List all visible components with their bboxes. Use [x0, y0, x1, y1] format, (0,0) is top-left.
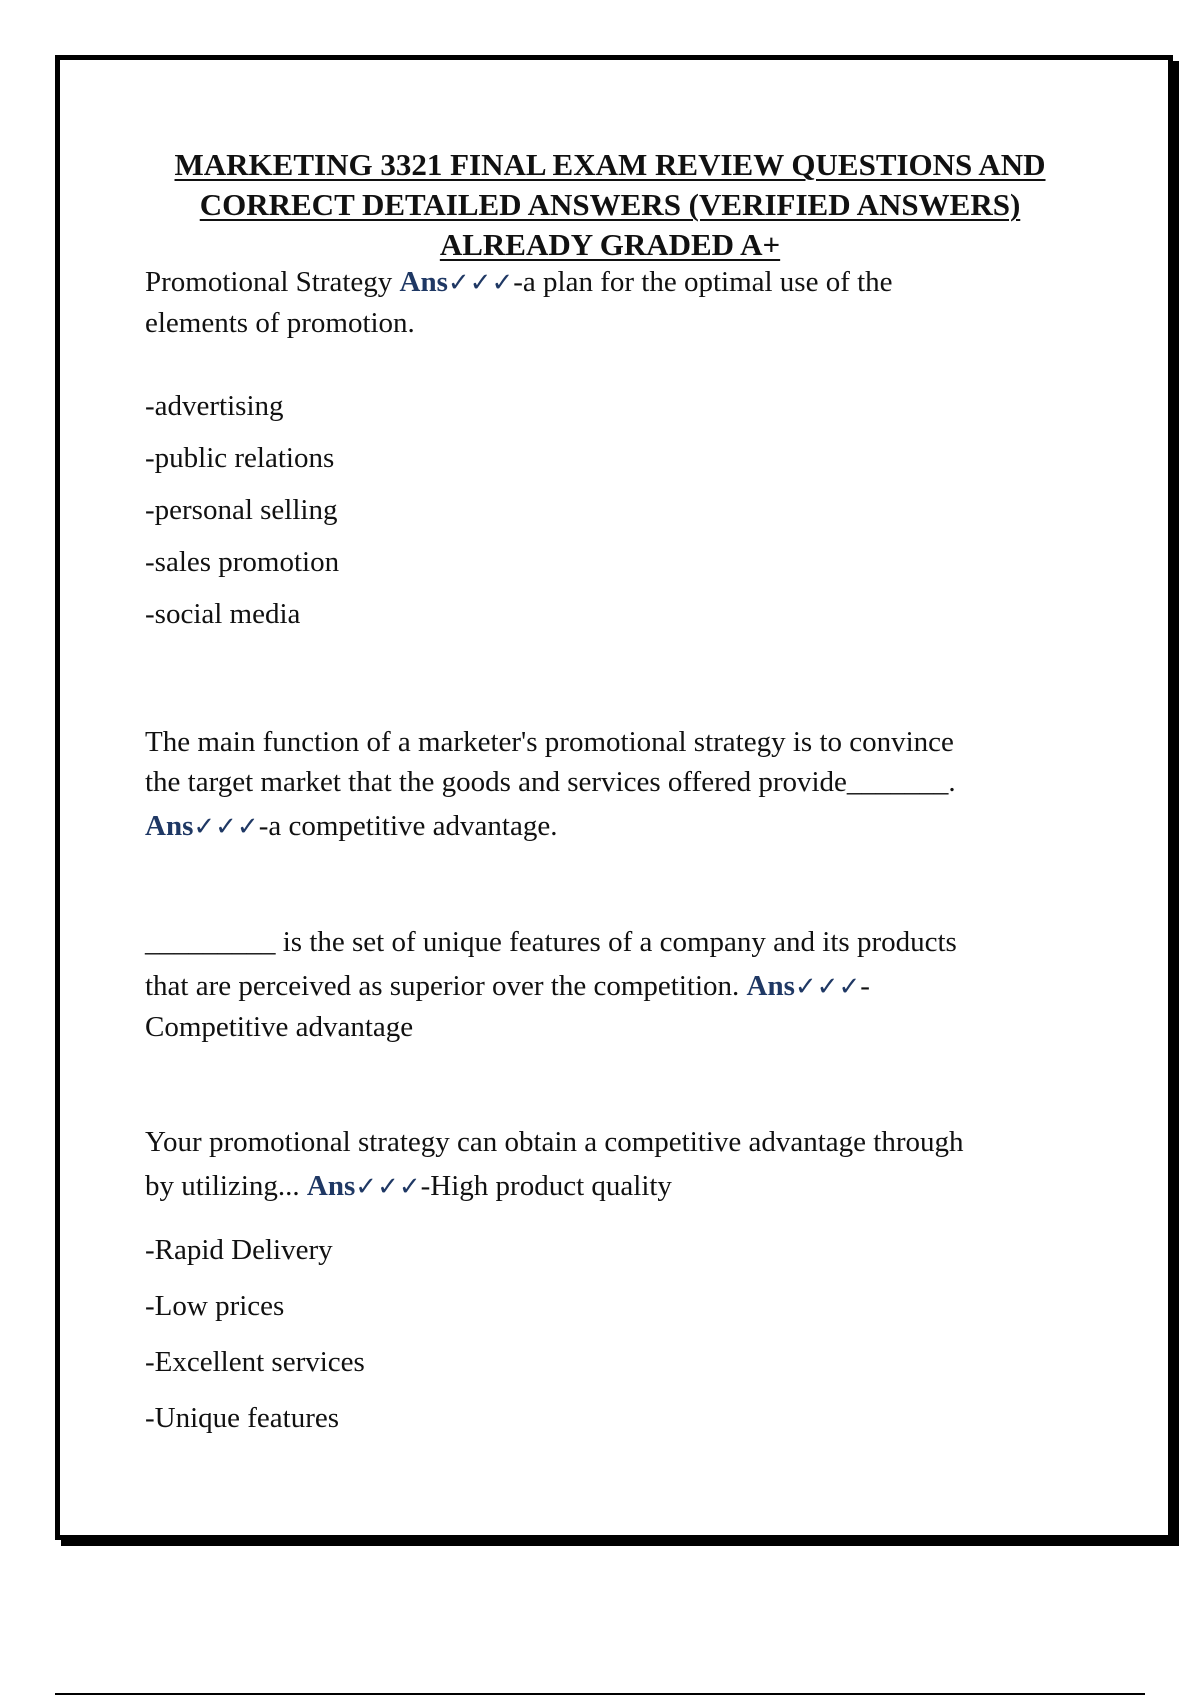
list-item: -sales promotion	[145, 546, 340, 578]
q2-line-1: The main function of a marketer's promotional strategy is to convince	[145, 726, 954, 758]
q3-answer-line: Competitive advantage	[145, 1011, 414, 1043]
list-item: -social media	[145, 598, 301, 630]
title-line-3: ALREADY GRADED A+	[439, 227, 781, 262]
question-block-1	[145, 262, 1065, 343]
answer-marker: Ans✓✓✓	[399, 266, 514, 298]
document-title	[110, 145, 1110, 265]
list-item: -personal selling	[145, 494, 338, 526]
q2-line-2: the target market that the goods and services offered provide_______.	[145, 766, 956, 798]
answer-marker: Ans✓✓✓	[746, 970, 861, 1002]
q3-line-1: _________ is the set of unique features of a company and its products	[145, 926, 957, 958]
q4-line-2: by utilizing... Ans✓✓✓-High product quality	[145, 1170, 672, 1202]
list-item: -Rapid Delivery	[145, 1234, 333, 1266]
question-block-4	[145, 1120, 1065, 1209]
q4-list	[145, 1222, 1065, 1446]
answer-marker: Ans✓✓✓	[306, 1170, 421, 1202]
q1-line-1: Promotional Strategy Ans✓✓✓-a plan for the optimal use of the	[145, 266, 893, 298]
q3-line-2: that are perceived as superior over the competition. Ans✓✓✓-	[145, 970, 870, 1002]
list-item: -advertising	[145, 390, 284, 422]
title-line-1: MARKETING 3321 FINAL EXAM REVIEW QUESTIONS AND	[174, 147, 1046, 182]
question-block-2	[145, 722, 1065, 847]
q2-answer-line: Ans✓✓✓-a competitive advantage.	[145, 810, 558, 842]
q1-line-2: elements of promotion.	[145, 307, 415, 339]
question-block-3	[145, 920, 1065, 1049]
answer-marker: Ans✓✓✓	[145, 810, 259, 842]
footer-divider	[55, 1693, 1145, 1695]
q4-line-1: Your promotional strategy can obtain a competitive advantage through	[145, 1126, 964, 1158]
list-item: -Low prices	[145, 1290, 285, 1322]
list-item: -Unique features	[145, 1402, 340, 1434]
title-line-2: CORRECT DETAILED ANSWERS (VERIFIED ANSWERS)	[199, 187, 1021, 222]
q1-list	[145, 380, 1065, 640]
list-item: -public relations	[145, 442, 335, 474]
list-item: -Excellent services	[145, 1346, 365, 1378]
